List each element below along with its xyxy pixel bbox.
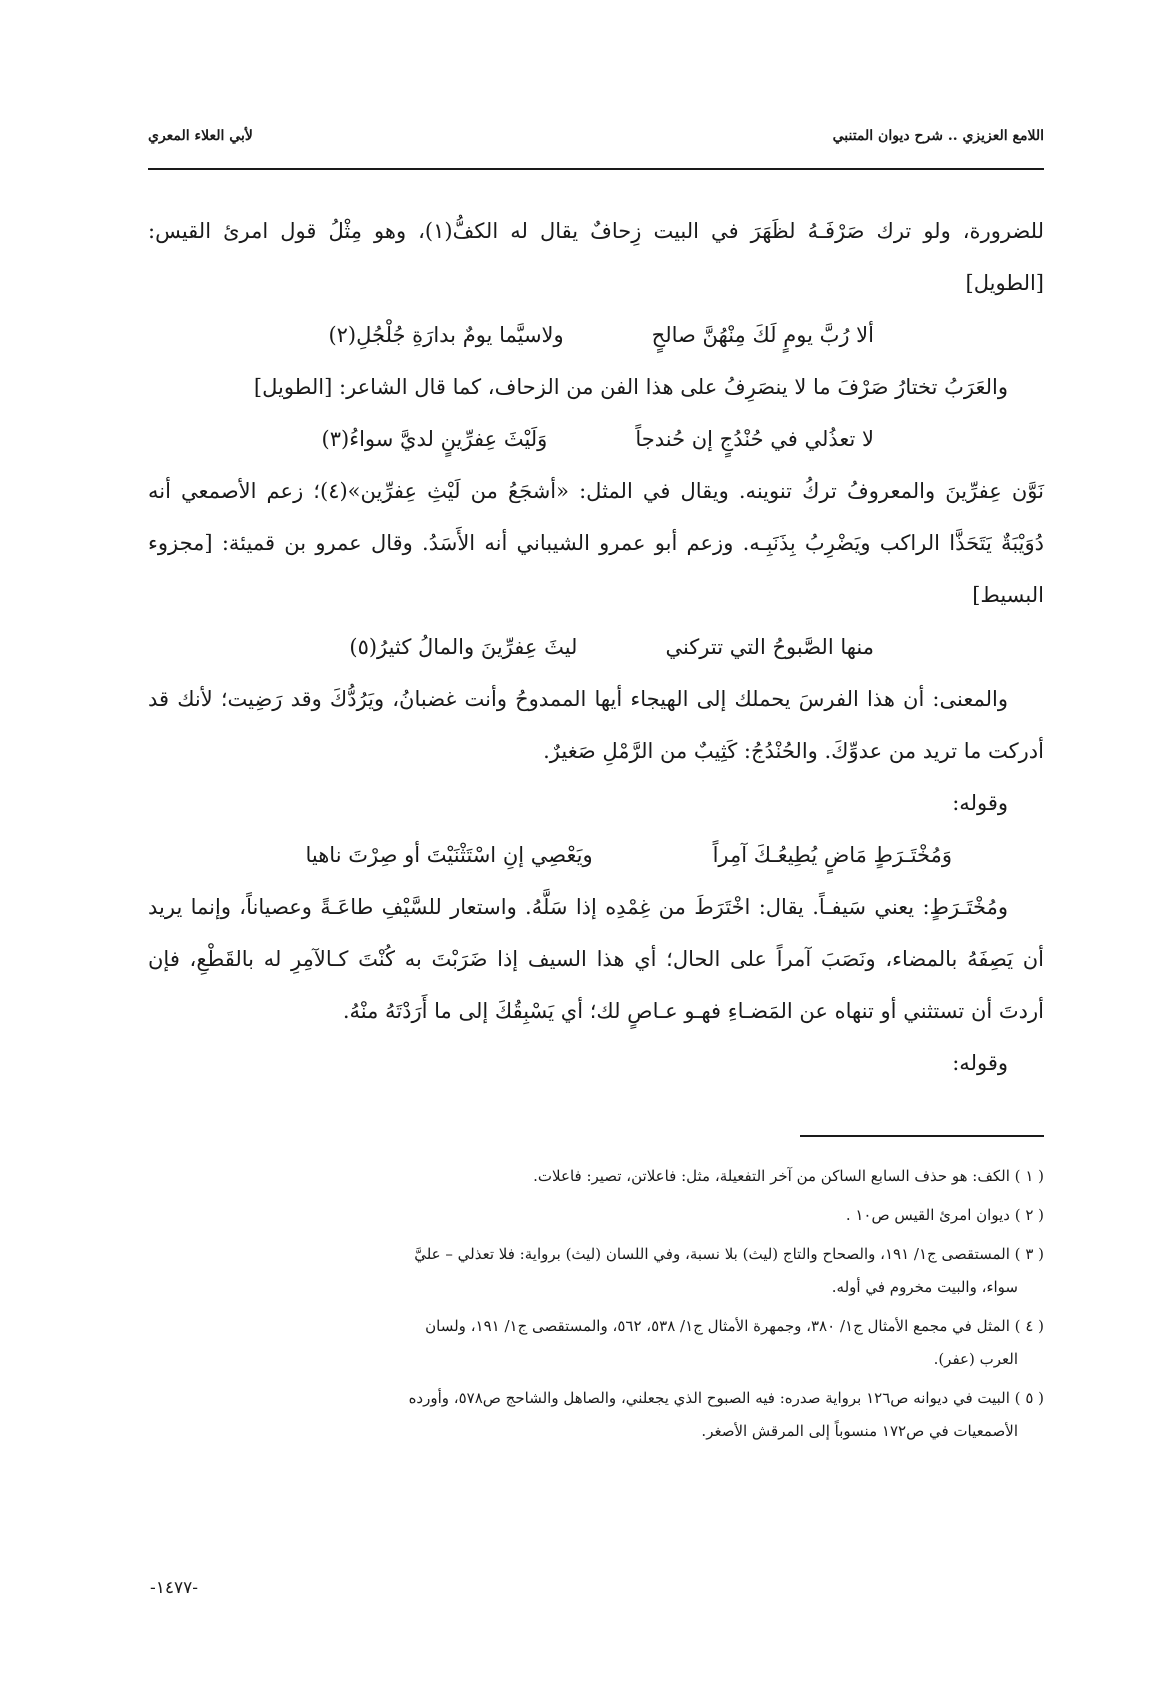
footnote-continuation: العرب (عفر). [933,1350,1018,1368]
verse-line [148,309,1044,361]
footnote-rule [800,1135,1044,1137]
verse-second-hemistich: ليثَ عِفرِّينَ والمالُ كثيرُ(٥) [349,635,578,659]
footnotes [148,1160,1044,1454]
footnote-text: ( ٥ ) البيت في ديوانه ص١٢٦ برواية صدره: فيه الصبوح الذي يجعلني، والصاهل والشاحج ص٥٧٨، وأورده [408,1389,1044,1407]
main-text [148,205,1044,1089]
paragraph: والمعنى: أن هذا الفرسَ يحملك إلى الهيجاء أيها الممدوحُ وأنت غضبانُ، ويَرُدُّكَ وقد رَضِيت؛ لأنك قد أدركت ما تريد من عدوِّكَ. والحُنْدُجُ: كَثِيبٌ من الرَّمْلِ صَغيرٌ. [148,687,1044,763]
header-rule [148,168,1044,170]
footnote-text: ( ١ ) الكف: هو حذف السابع الساكن من آخر التفعيلة، مثل: فاعلاتن، تصير: فاعلات. [533,1167,1044,1185]
verse-first-hemistich: لا تعذُلي في حُنْدُجٍ إن حُندجاً [635,427,874,451]
paragraph: وقوله: [952,1051,1008,1075]
paragraph: وقوله: [952,791,1008,815]
footnote [148,1382,1044,1448]
paragraph: ومُخْتَـرَطٍ: يعني سَيفـاً. يقال: اخْتَرَطَ من غِمْدِه إذا سَلَّهُ. واستعار للسَّيْفِ طاعَـةً وعصياناً، وإنما يريد أن يَصِفَهُ بالمضاء، ونَصَبَ آمراً على الحال؛ أي هذا السيف إذا ضَرَبْتَ به كُنْتَ كـالآمِرِ له بالقَطْعِ، فإن أردتَ أن تستثني أو تنهاه عن المَضـاءِ فهـو عـاصٍ لك؛ أي يَسْبِقُكَ إلى ما أَرَدْتَهُ منْهُ. [148,895,1044,1023]
paragraph: نَوَّن عِفرِّينَ والمعروفُ تركُ تنوينه. ويقال في المثل: «أشجَعُ من لَيْثِ عِفرِّين»(٤)؛ زعم الأصمعي أنه دُوَيْبَةٌ يَتَحَذَّا الراكب ويَضْرِبُ بِذَنَبِـه. وزعم أبو عمرو الشيباني أنه الأَسَدُ. وقال عمرو بن قميئة: [مجزوء البسيط] [148,479,1044,607]
header-author: لأبي العلاء المعري [148,128,253,144]
verse-first-hemistich: ألا رُبَّ يومٍ لَكَ مِنْهُنَّ صالحٍ [651,323,874,347]
footnote [148,1238,1044,1304]
verse-first-hemistich: منها الصَّبوحُ التي تتركني [665,635,874,659]
verse-second-hemistich: ويَعْصِي إنِ اسْتَثْنَيْتَ أو صِرْتَ ناهيا [305,843,593,867]
paragraph: للضرورة، ولو ترك صَرْفَـهُ لظَهَرَ في البيت زِحافٌ يقال له الكفُّ(١)، وهو مِثْلُ قول امرئ القيس: [الطويل] [148,219,1044,295]
running-header [148,128,1044,144]
verse-first-hemistich: وَمُخْتَـرَطٍ مَاضٍ يُطِيعُـكَ آمِراً [712,843,952,867]
verse-line [148,829,1044,881]
footnote-continuation: الأصمعيات في ص١٧٢ منسوباً إلى المرقش الأصغر. [701,1422,1018,1440]
footnote [148,1160,1044,1193]
verse-line [148,621,1044,673]
footnote [148,1199,1044,1232]
verse-second-hemistich: وَلَيْثَ عِفرِّينٍ لديَّ سواءُ(٣) [321,427,548,451]
page-number: -١٤٧٧- [150,1578,199,1598]
footnote-text: ( ٣ ) المستقصى ج١/ ١٩١، والصحاح والتاج (ليث) بلا نسبة، وفي اللسان (ليث) برواية: فلا تعذلي – عليَّ [414,1245,1044,1263]
footnote-continuation: سواء، والبيت مخروم في أوله. [831,1278,1018,1296]
footnote-text: ( ٢ ) ديوان امرئ القيس ص١٠ . [845,1206,1044,1224]
verse-line [148,413,1044,465]
paragraph: والعَرَبُ تختارُ صَرْفَ ما لا ينصَرِفُ على هذا الفن من الزحاف، كما قال الشاعر: [الطويل] [253,375,1008,399]
footnote [148,1310,1044,1376]
footnote-text: ( ٤ ) المثل في مجمع الأمثال ج١/ ٣٨٠، وجمهرة الأمثال ج١/ ٥٣٨، ٥٦٢، والمستقصى ج١/ ١٩١، ولسان [425,1317,1044,1335]
verse-second-hemistich: ولاسيَّما يومٌ بدارَةِ جُلْجُلِ(٢) [328,323,564,347]
header-book-title: اللامع العزيزي .. شرح ديوان المتنبي [832,128,1044,144]
